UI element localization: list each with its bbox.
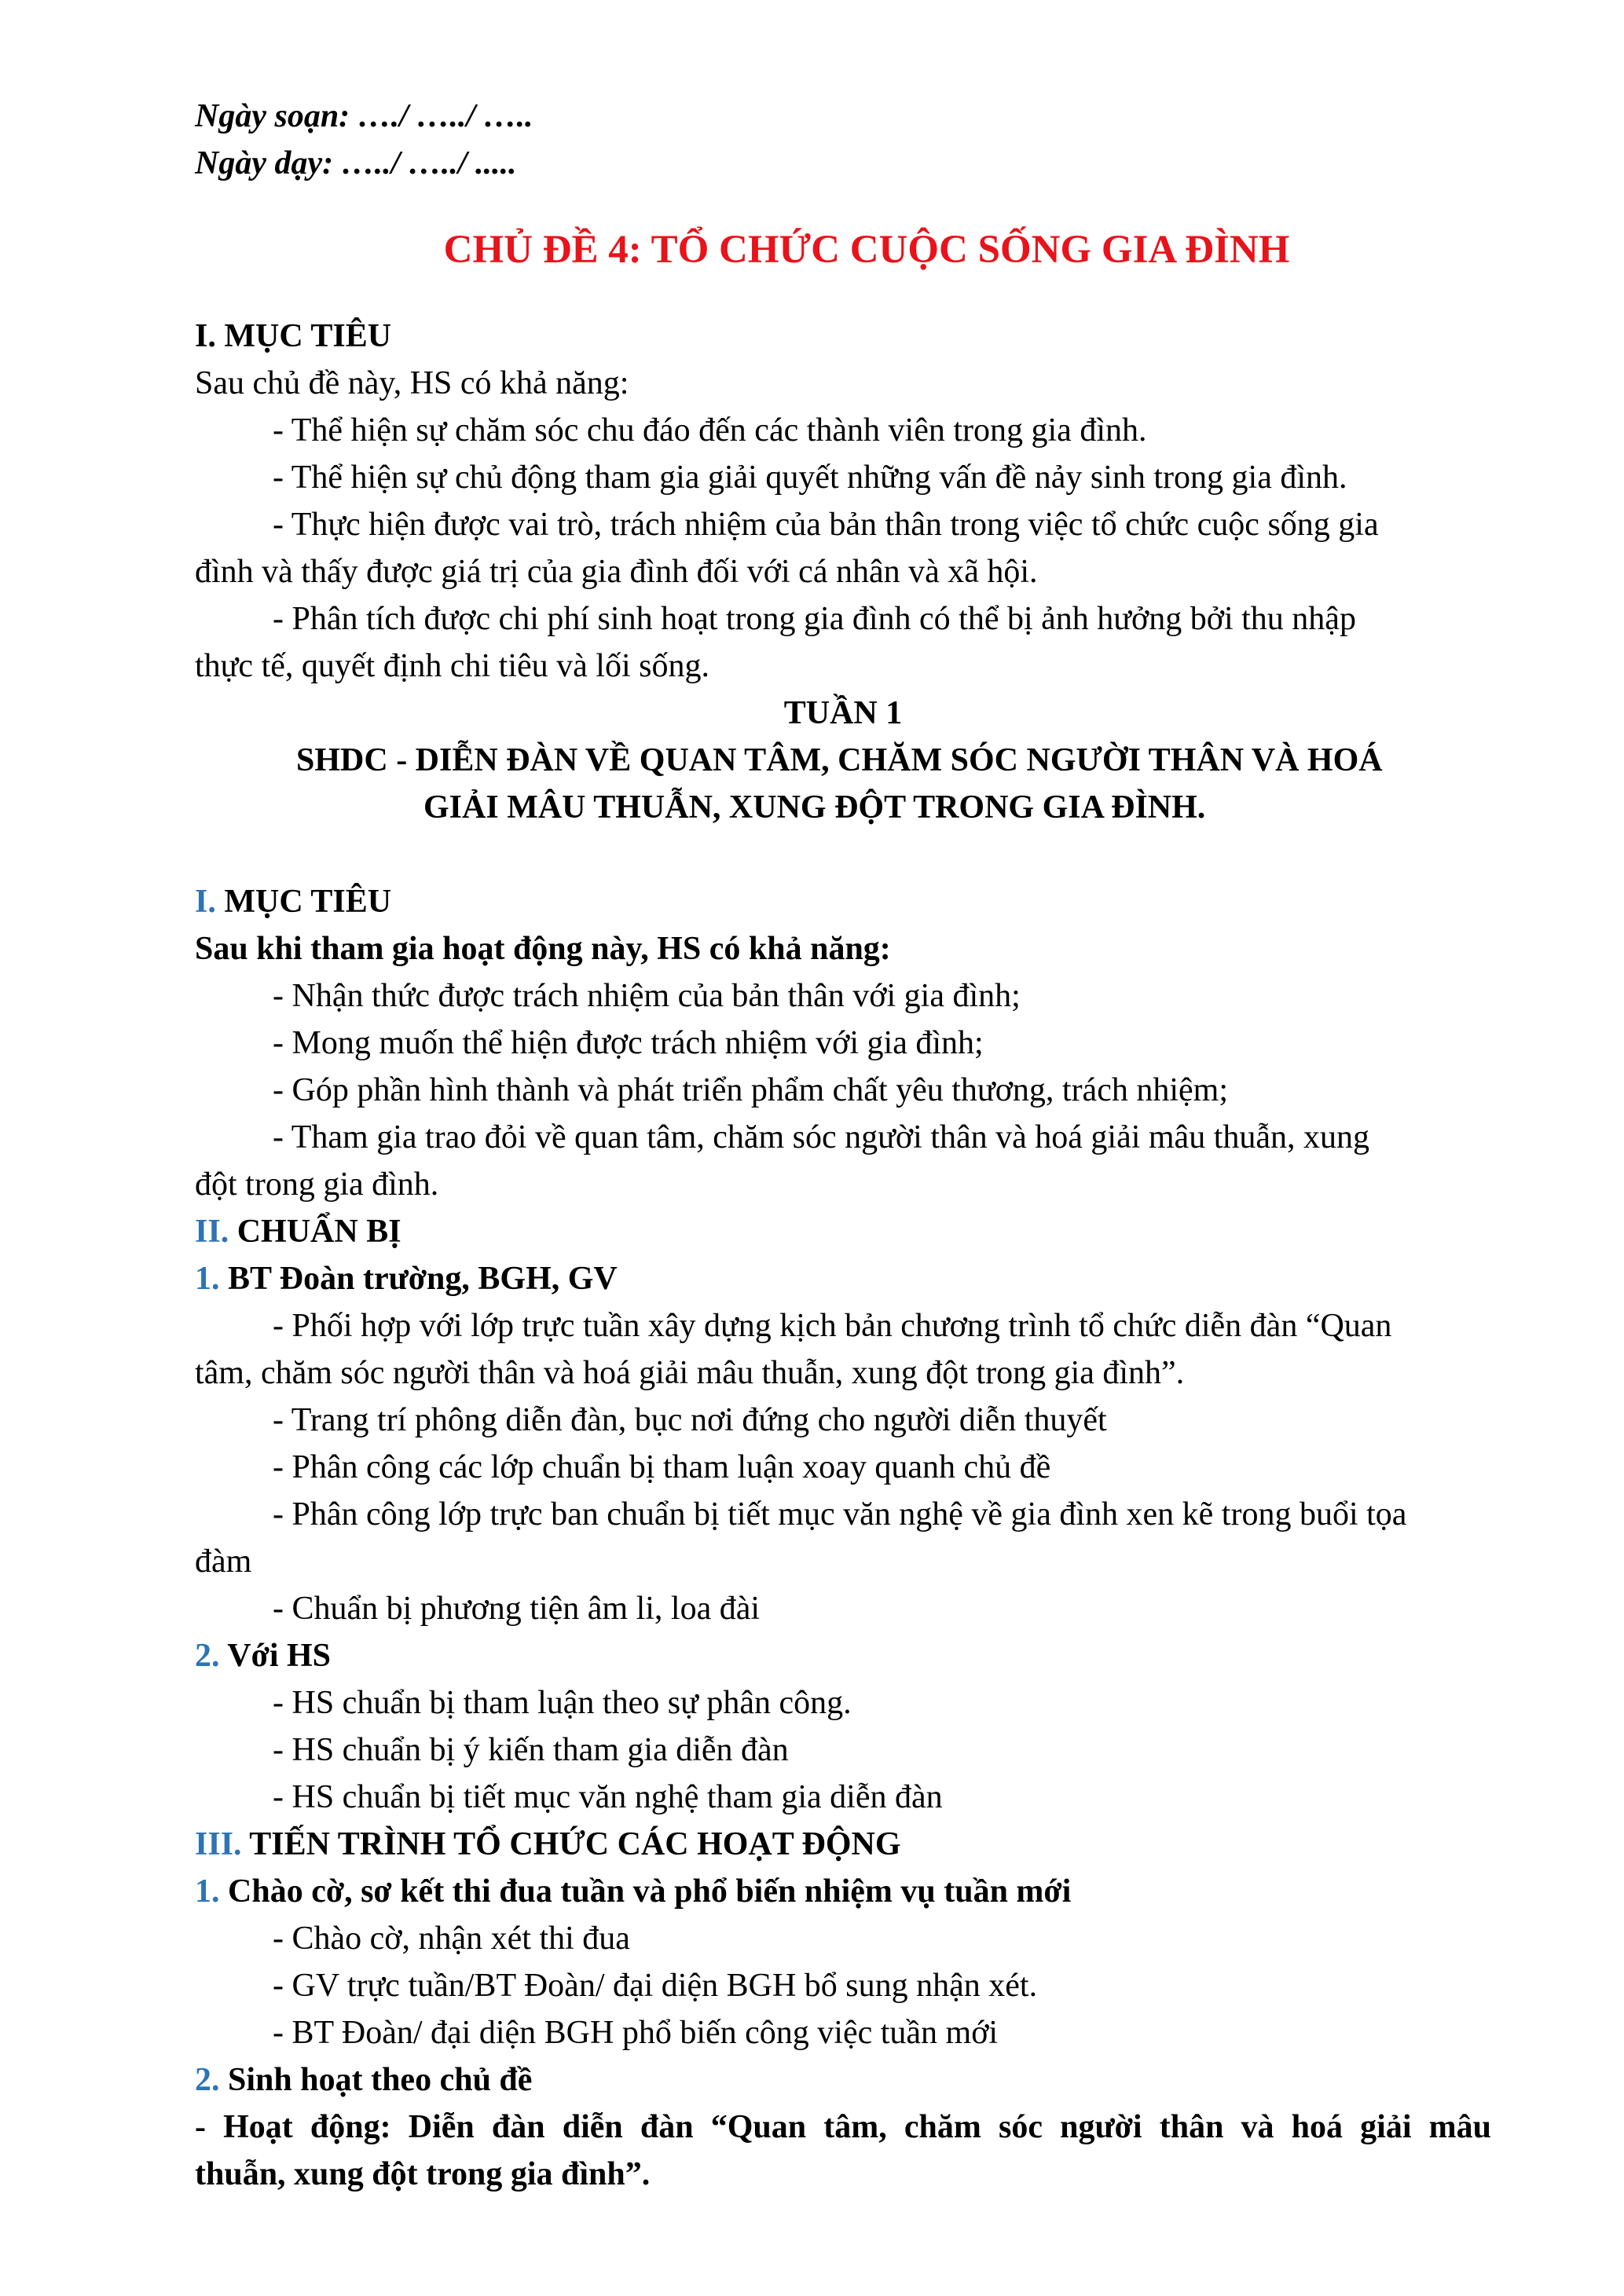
prep-students-item: - HS chuẩn bị tiết mục văn nghệ tham gia diễn đàn [273, 1779, 943, 1815]
prep-students-item: - HS chuẩn bị ý kiến tham gia diễn đàn [273, 1732, 789, 1768]
prep-staff-item: - Trang trí phông diễn đàn, bục nơi đứng cho người diễn thuyết [273, 1402, 1107, 1438]
subsection-number: 1. [195, 1873, 220, 1910]
subsection-number: 2. [195, 2062, 220, 2098]
process-flag-item: - BT Đoàn/ đại diện BGH phổ biến công việc tuần mới [273, 2015, 999, 2051]
process-flag-item: - Chào cờ, nhận xét thi đua [273, 1921, 630, 1957]
process-topic-heading: 2. Sinh hoạt theo chủ đề [195, 2062, 533, 2098]
topic-item: - Phân tích được chi phí sinh hoạt trong gia đình có thể bị ảnh hưởng bởi thu nhập [273, 601, 1356, 637]
section-objective-heading: I. MỤC TIÊU [195, 884, 392, 920]
prep-students-heading: 2. Với HS [195, 1638, 332, 1674]
activity-line-continued: thuẫn, xung đột trong gia đình”. [195, 2156, 651, 2192]
document-page [195, 93, 1491, 2198]
objective-item: - Nhận thức được trách nhiệm của bản thân với gia đình; [273, 978, 1021, 1014]
topic-item: - Thể hiện sự chăm sóc chu đáo đến các thành viên trong gia đình. [273, 412, 1147, 449]
objective-item-continued: đột trong gia đình. [195, 1166, 439, 1203]
section-number: II. [195, 1214, 229, 1250]
ngay-day: Ngày dạy: …../ …../ ..... [195, 145, 517, 181]
prep-staff-item-continued: tâm, chăm sóc người thân và hoá giải mâu thuẫn, xung đột trong gia đình”. [195, 1355, 1185, 1391]
prep-staff-item: - Phân công các lớp chuẩn bị tham luận xoay quanh chủ đề [273, 1449, 1051, 1485]
week-label: TUẦN 1 [783, 695, 903, 731]
prep-students-item: - HS chuẩn bị tham luận theo sự phân công. [273, 1685, 852, 1721]
subsection-number: 1. [195, 1261, 220, 1297]
section-number: III. [195, 1826, 242, 1862]
objective-item: - Tham gia trao đỏi về quan tâm, chăm sóc người thân và hoá giải mâu thuẫn, xung [273, 1119, 1370, 1155]
prep-staff-heading: 1. BT Đoàn trường, BGH, GV [195, 1261, 618, 1297]
section-preparation-heading: II. CHUẨN BỊ [195, 1214, 401, 1250]
section-number: I. [195, 884, 216, 920]
topic-item-continued: đình và thấy được giá trị của gia đình đối với cá nhân và xã hội. [195, 554, 1038, 590]
objective-item: - Góp phần hình thành và phát triển phẩm chất yêu thương, trách nhiệm; [273, 1072, 1228, 1108]
prep-staff-item-continued: đàm [195, 1543, 252, 1580]
prep-staff-item: - Phối hợp với lớp trực tuần xây dựng kịch bản chương trình tổ chức diễn đàn “Quan [273, 1308, 1392, 1344]
section-objective-intro: Sau khi tham gia hoạt động này, HS có khả năng: [195, 931, 891, 967]
prep-staff-item: - Chuẩn bị phương tiện âm li, loa đài [273, 1591, 761, 1627]
topic-objective-heading: I. MỤC TIÊU [195, 318, 392, 354]
topic-intro: Sau chủ đề này, HS có khả năng: [195, 365, 629, 401]
week-title-line1: SHDC - DIỄN ĐÀN VỀ QUAN TÂM, CHĂM SÓC NGƯỜI THÂN VÀ HOÁ [296, 742, 1383, 778]
activity-line: - Hoạt động: Diễn đàn diễn đàn “Quan tâm, chăm sóc người thân và hoá giải mâu [195, 2109, 1491, 2145]
objective-item: - Mong muốn thể hiện được trách nhiệm với gia đình; [273, 1025, 984, 1061]
prep-staff-item: - Phân công lớp trực ban chuẩn bị tiết mục văn nghệ về gia đình xen kẽ trong buổi tọa [273, 1496, 1407, 1532]
document-title: CHỦ ĐỀ 4: TỔ CHỨC CUỘC SỐNG GIA ĐÌNH [443, 228, 1290, 272]
topic-item: - Thực hiện được vai trò, trách nhiệm của bản thân trong việc tổ chức cuộc sống gia [273, 507, 1379, 543]
subsection-number: 2. [195, 1638, 220, 1674]
process-flag-item: - GV trực tuần/BT Đoàn/ đại diện BGH bổ sung nhận xét. [273, 1968, 1038, 2004]
section-process-heading: III. TIẾN TRÌNH TỔ CHỨC CÁC HOẠT ĐỘNG [195, 1826, 901, 1862]
ngay-soan: Ngày soạn: …./ …../ ….. [195, 98, 533, 134]
process-flag-heading: 1. Chào cờ, sơ kết thi đua tuần và phổ biến nhiệm vụ tuần mới [195, 1873, 1072, 1910]
topic-item: - Thể hiện sự chủ động tham gia giải quyết những vấn đề nảy sinh trong gia đình. [273, 460, 1347, 496]
week-title-line2: GIẢI MÂU THUẪN, XUNG ĐỘT TRONG GIA ĐÌNH. [423, 789, 1206, 826]
topic-item-continued: thực tế, quyết định chi tiêu và lối sống. [195, 648, 709, 684]
